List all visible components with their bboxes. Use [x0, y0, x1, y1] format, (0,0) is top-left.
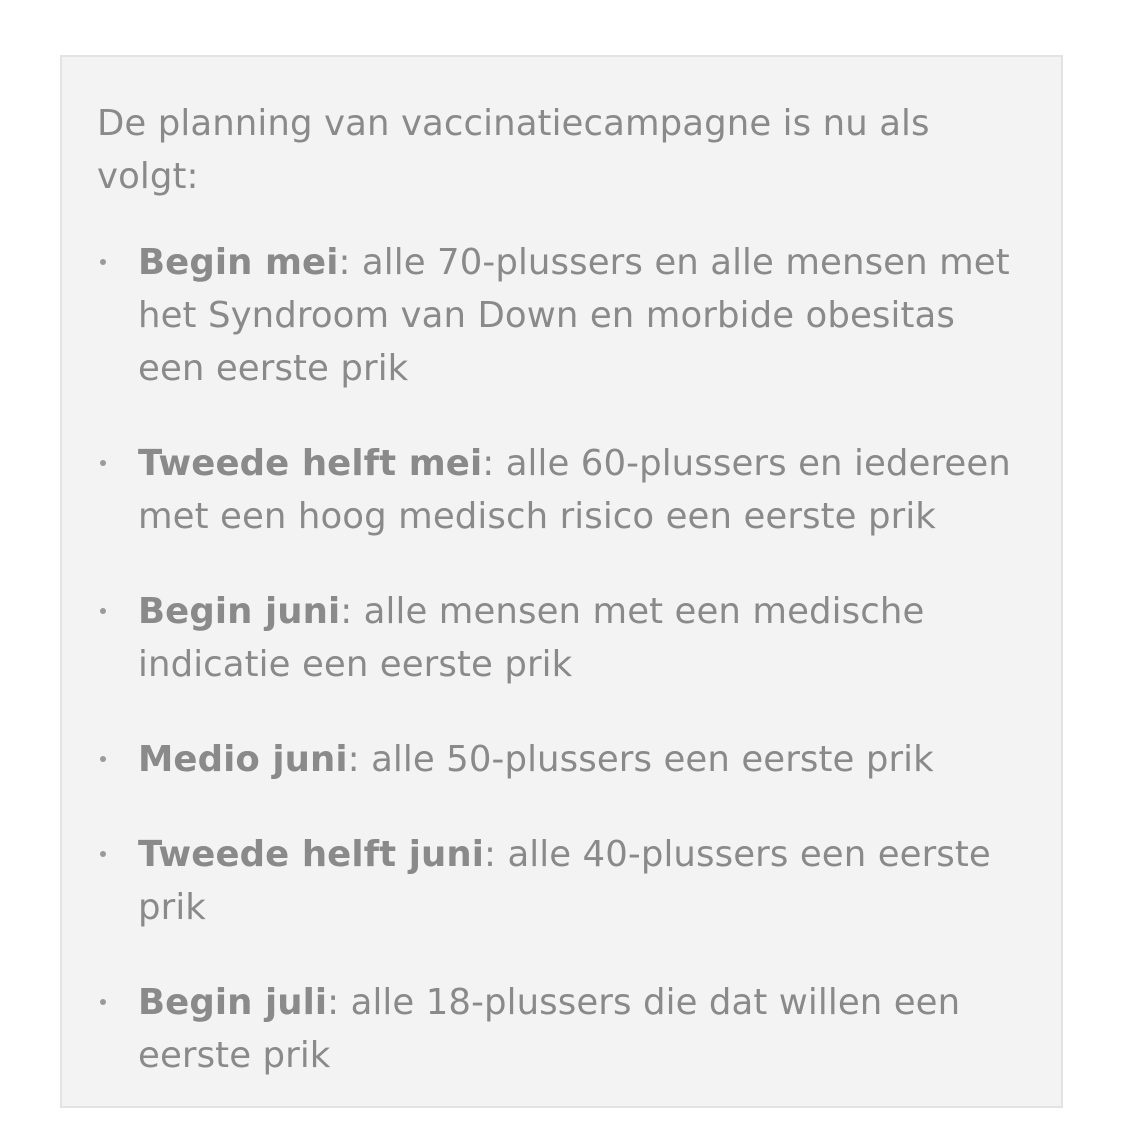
item-text: : alle 40-plussers een eerste prik	[138, 834, 991, 928]
list-item	[97, 976, 1027, 1082]
list-item	[97, 236, 1027, 395]
item-text: : alle mensen met een medische indicatie een eerste prik	[138, 591, 925, 685]
bullet-icon	[100, 851, 106, 857]
item-label: Medio juni	[138, 739, 348, 780]
schedule-list	[97, 236, 1027, 1082]
item-text: : alle 50-plussers een eerste prik	[347, 739, 934, 780]
item-label: Begin juni	[138, 591, 341, 632]
item-label: Begin mei	[138, 242, 339, 283]
bullet-icon	[100, 259, 106, 265]
list-item	[97, 437, 1027, 543]
item-label: Tweede helft mei	[138, 443, 483, 484]
list-item	[97, 733, 1027, 786]
intro-text: De planning van vaccinatiecampagne is nu als volgt:	[97, 103, 930, 197]
schedule-card	[60, 55, 1063, 1108]
bullet-icon	[100, 460, 106, 466]
item-text: : alle 70-plussers en alle mensen met het Syndroom van Down en morbide obesitas een eerste prik	[138, 242, 1010, 389]
bullet-icon	[100, 999, 106, 1005]
bullet-icon	[100, 608, 106, 614]
list-item	[97, 585, 1027, 691]
bullet-icon	[100, 756, 106, 762]
item-label: Begin juli	[138, 982, 328, 1023]
item-text: : alle 18-plussers die dat willen een eerste prik	[138, 982, 961, 1076]
list-item	[97, 828, 1027, 934]
item-text: : alle 60-plussers en iedereen met een hoog medisch risico een eerste prik	[138, 443, 1011, 537]
item-label: Tweede helft juni	[138, 834, 484, 875]
